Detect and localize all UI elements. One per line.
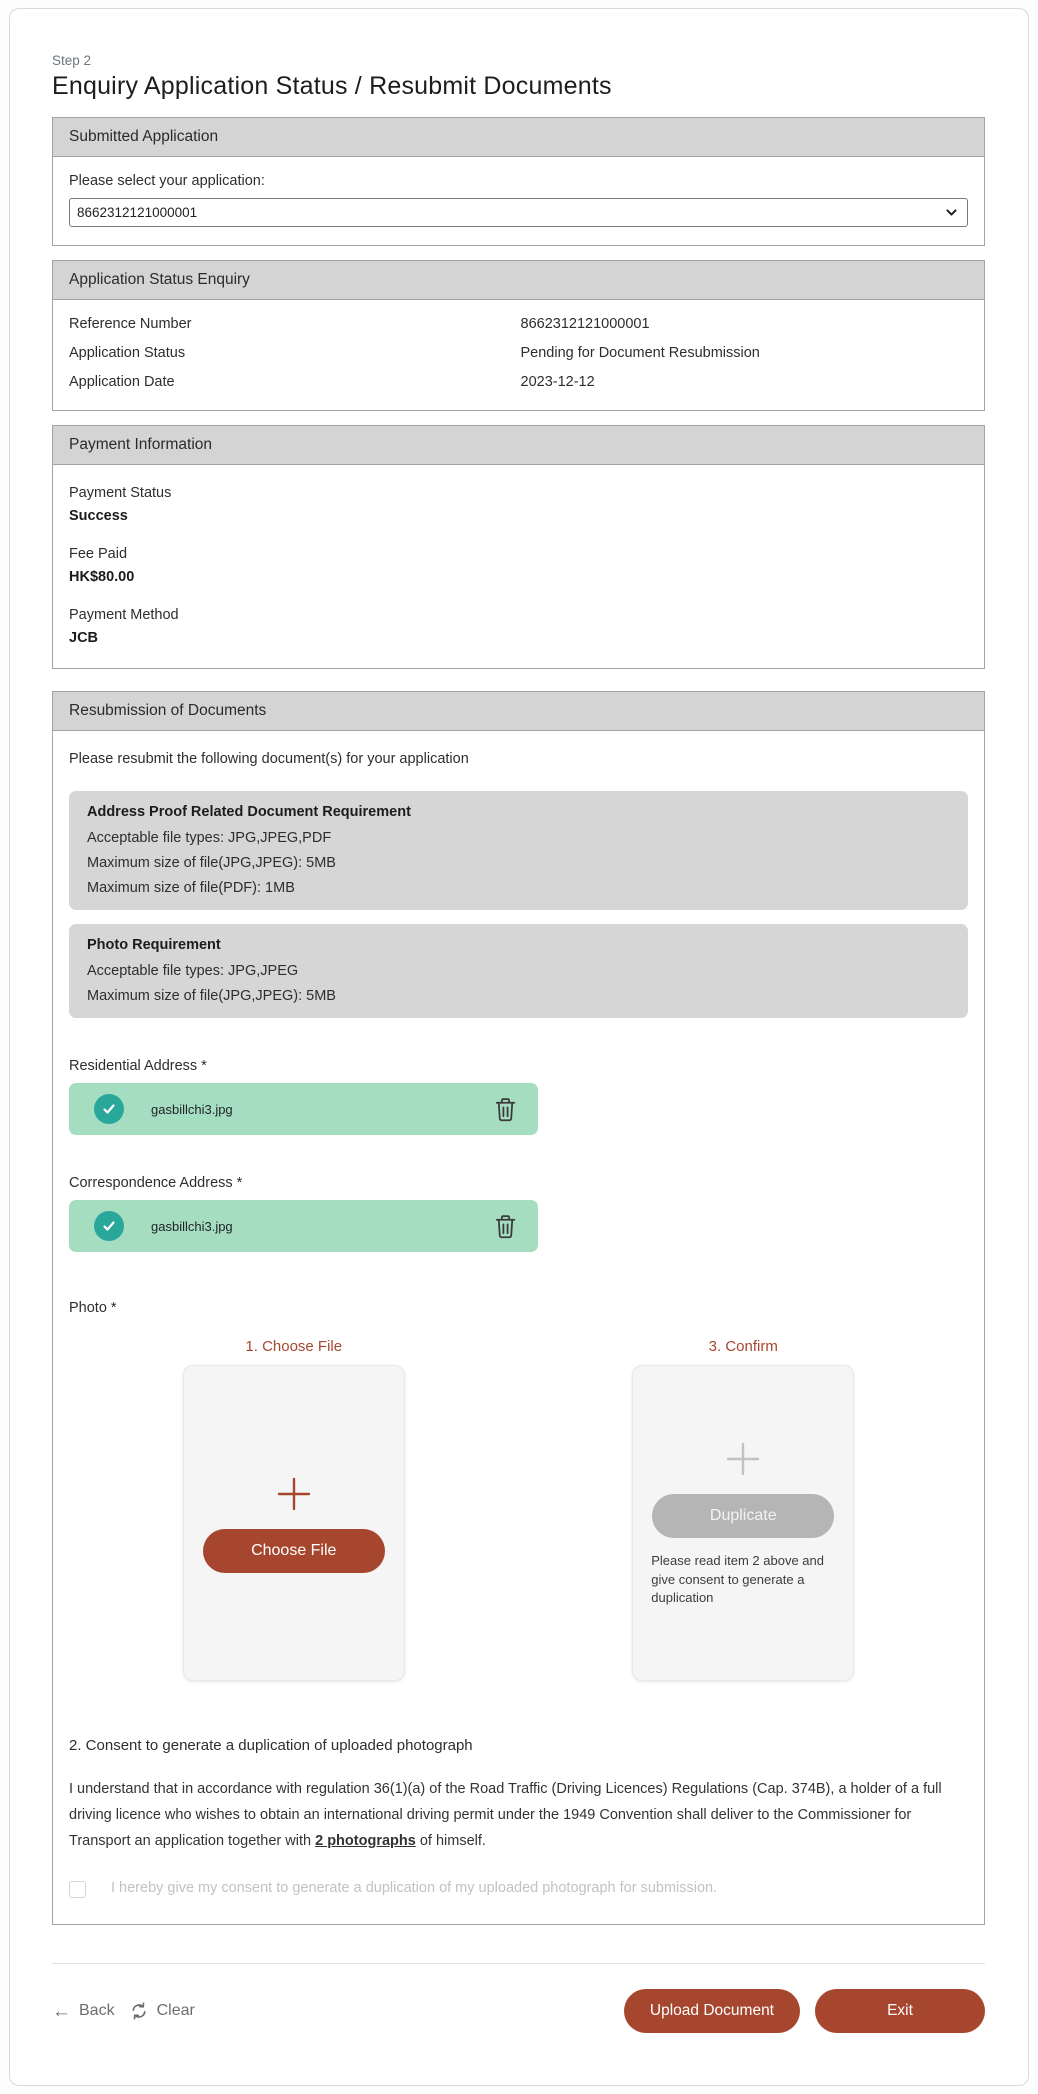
requirement-line: Acceptable file types: JPG,JPEG,PDF — [87, 830, 332, 846]
consent-checkbox-label: I hereby give my consent to generate a duplication of my uploaded photograph for submission. — [111, 1880, 718, 1897]
status-enquiry-header: Application Status Enquiry — [53, 261, 984, 300]
check-icon — [94, 1094, 124, 1124]
check-icon — [94, 1211, 124, 1241]
confirm-step-caption: 3. Confirm — [708, 1338, 778, 1355]
correspondence-address-label: Correspondence Address * — [69, 1175, 243, 1191]
application-date-label: Application Date — [69, 374, 175, 390]
photo-upload-area — [69, 1338, 968, 1681]
resubmission-panel — [52, 691, 985, 1925]
confirm-card — [632, 1365, 854, 1681]
choose-file-card — [183, 1365, 405, 1681]
payment-status-value: Success — [69, 508, 128, 524]
reference-number-value: 8662312121000001 — [520, 316, 650, 332]
consent-paragraph: I understand that in accordance with regulation 36(1)(a) of the Road Traffic (Driving Licences) Regulations (Cap. 374B), a holder of a full driving licence who wishes to obtain an international driving permit under the 1949 Convention shall deliver to the Commissioner for Transport an application together with 2 photographs of himself. — [69, 1781, 942, 1850]
clear-button-label: Clear — [156, 2002, 195, 2020]
plus-icon — [722, 1438, 764, 1480]
footer-bar — [52, 1989, 985, 2033]
step-indicator: Step 2 — [52, 53, 92, 68]
payment-method-field — [69, 607, 968, 646]
application-status-row — [69, 345, 968, 361]
back-button[interactable] — [52, 2002, 115, 2021]
application-date-row — [69, 374, 968, 390]
application-date-value: 2023-12-12 — [520, 374, 595, 390]
correspondence-address-file-chip — [69, 1200, 538, 1252]
consent-title: 2. Consent to generate a duplication of uploaded photograph — [69, 1737, 473, 1754]
requirement-line: Maximum size of file(PDF): 1MB — [87, 880, 295, 896]
footer-divider — [52, 1963, 985, 1964]
payment-information-panel — [52, 425, 985, 669]
resubmission-header: Resubmission of Documents — [53, 692, 984, 731]
payment-information-header: Payment Information — [53, 426, 984, 465]
submitted-application-panel — [52, 117, 985, 246]
clear-button[interactable] — [129, 2001, 195, 2021]
choose-file-step-caption: 1. Choose File — [245, 1338, 343, 1355]
plus-icon — [273, 1473, 315, 1515]
confirm-column — [519, 1338, 969, 1681]
requirement-line: Maximum size of file(JPG,JPEG): 5MB — [87, 988, 336, 1004]
requirement-line: Acceptable file types: JPG,JPEG — [87, 963, 299, 979]
photo-requirement-title: Photo Requirement — [87, 937, 221, 953]
address-proof-requirement-title: Address Proof Related Document Requirement — [87, 804, 411, 820]
form-card — [9, 8, 1029, 2086]
choose-file-button[interactable]: Choose File — [203, 1529, 385, 1573]
application-select-label: Please select your application: — [69, 173, 265, 189]
trash-icon — [493, 1228, 518, 1243]
fee-paid-value: HK$80.00 — [69, 569, 135, 585]
photo-label: Photo * — [69, 1300, 117, 1316]
duplicate-note: Please read item 2 above and give consent to generate a duplication — [651, 1552, 824, 1606]
application-select[interactable] — [69, 198, 968, 227]
status-enquiry-panel — [52, 260, 985, 411]
requirement-line: Maximum size of file(JPG,JPEG): 5MB — [87, 855, 336, 871]
application-status-value: Pending for Document Resubmission — [520, 345, 760, 361]
delete-residential-file-button[interactable] — [491, 1094, 520, 1125]
chevron-down-icon — [945, 206, 958, 219]
back-button-label: Back — [79, 2002, 115, 2020]
delete-correspondence-file-button[interactable] — [491, 1211, 520, 1242]
residential-address-label: Residential Address * — [69, 1058, 207, 1074]
payment-status-field — [69, 485, 968, 524]
reference-number-row — [69, 316, 968, 332]
resubmission-intro: Please resubmit the following document(s) for your application — [69, 751, 469, 767]
fee-paid-field — [69, 546, 968, 585]
address-proof-requirement-box — [69, 791, 968, 910]
duplicate-button[interactable]: Duplicate — [652, 1494, 834, 1538]
payment-method-label: Payment Method — [69, 607, 179, 623]
correspondence-address-filename: gasbillchi3.jpg — [151, 1218, 233, 1234]
photo-requirement-box — [69, 924, 968, 1018]
residential-address-file-chip — [69, 1083, 538, 1135]
upload-document-button[interactable]: Upload Document — [624, 1989, 800, 2033]
choose-file-column — [69, 1338, 519, 1681]
refresh-icon — [129, 2001, 149, 2021]
application-select-value: 8662312121000001 — [77, 205, 198, 220]
reference-number-label: Reference Number — [69, 316, 192, 332]
consent-row — [69, 1880, 968, 1898]
back-arrow-icon: ← — [52, 2000, 71, 2022]
residential-address-filename: gasbillchi3.jpg — [151, 1101, 233, 1117]
submitted-application-header: Submitted Application — [53, 118, 984, 157]
exit-button[interactable]: Exit — [815, 1989, 985, 2033]
consent-checkbox[interactable] — [69, 1881, 86, 1898]
fee-paid-label: Fee Paid — [69, 546, 128, 562]
trash-icon — [493, 1111, 518, 1126]
page-title: Enquiry Application Status / Resubmit Documents — [52, 72, 612, 100]
payment-method-value: JCB — [69, 630, 99, 646]
application-status-label: Application Status — [69, 345, 186, 361]
two-photographs-emphasis: 2 photographs — [315, 1833, 416, 1850]
payment-status-label: Payment Status — [69, 485, 172, 501]
